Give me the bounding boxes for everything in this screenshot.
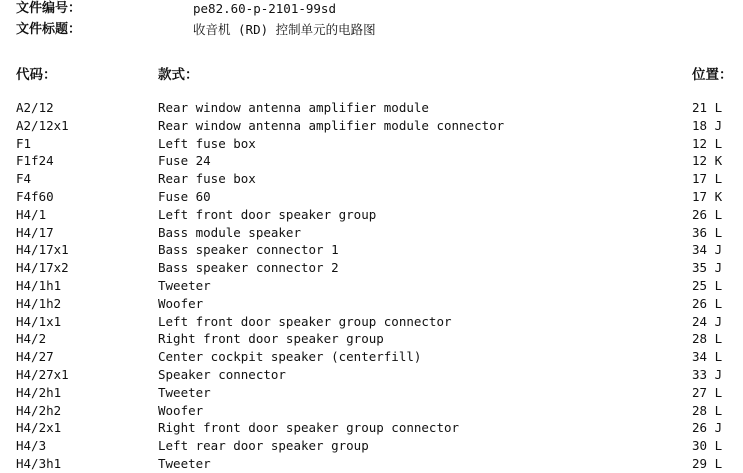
component-position: 27 L <box>692 384 723 400</box>
list-item <box>0 277 743 295</box>
component-position: 34 J <box>692 242 723 258</box>
list-item <box>0 152 743 170</box>
component-code: H4/2x1 <box>16 420 62 436</box>
component-position: 34 L <box>692 349 723 365</box>
list-item <box>0 259 743 277</box>
column-header-position: 位置： <box>692 67 733 83</box>
list-item <box>0 437 743 455</box>
component-code: H4/17x2 <box>16 260 69 276</box>
component-position: 28 L <box>692 402 723 418</box>
list-item <box>0 295 743 313</box>
list-item <box>0 330 743 348</box>
component-code: H4/17 <box>16 224 54 240</box>
component-position: 18 J <box>692 117 723 133</box>
component-position: 26 J <box>692 420 723 436</box>
component-code: H4/1h1 <box>16 277 62 293</box>
component-position: 21 L <box>692 100 723 115</box>
component-model: Left front door speaker group connector <box>158 313 452 329</box>
component-code: H4/3h1 <box>16 455 62 471</box>
component-position: 17 K <box>692 188 723 204</box>
doc-title-label: 文件标题： <box>16 22 82 37</box>
component-model: Fuse 24 <box>158 153 211 169</box>
component-position: 12 L <box>692 135 723 151</box>
component-position: 26 L <box>692 206 723 222</box>
list-item <box>0 99 743 117</box>
component-position: 33 J <box>692 366 723 382</box>
list-item <box>0 188 743 206</box>
list-item <box>0 455 743 473</box>
component-model: Bass module speaker <box>158 224 301 240</box>
component-position: 30 L <box>692 438 723 454</box>
list-item <box>0 206 743 224</box>
component-model: Fuse 60 <box>158 188 211 204</box>
doc-title-value: 收音机 (RD) 控制单元的电路图 <box>193 22 376 37</box>
component-code: H4/2h2 <box>16 402 62 418</box>
component-position: 12 K <box>692 153 723 169</box>
list-item <box>0 402 743 420</box>
component-position: 29 L <box>692 455 723 471</box>
component-code: H4/2 <box>16 331 47 347</box>
component-position: 36 L <box>692 224 723 240</box>
list-item <box>0 419 743 437</box>
component-model: Rear fuse box <box>158 171 256 187</box>
list-item <box>0 170 743 188</box>
list-item <box>0 366 743 384</box>
component-model: Woofer <box>158 402 204 418</box>
component-code: H4/1h2 <box>16 295 62 311</box>
list-item <box>0 313 743 331</box>
list-item <box>0 384 743 402</box>
component-model: Rear window antenna amplifier module <box>158 100 429 115</box>
component-position: 28 L <box>692 331 723 347</box>
component-code: H4/1x1 <box>16 313 62 329</box>
component-position: 17 L <box>692 171 723 187</box>
component-list <box>0 99 743 473</box>
component-code: A2/12x1 <box>16 117 69 133</box>
component-model: Woofer <box>158 295 204 311</box>
component-model: Right front door speaker group <box>158 331 384 347</box>
component-code: H4/1 <box>16 206 47 222</box>
list-item <box>0 224 743 242</box>
component-code: H4/2h1 <box>16 384 62 400</box>
component-code: H4/3 <box>16 438 47 454</box>
component-model: Right front door speaker group connector <box>158 420 460 436</box>
component-position: 25 L <box>692 277 723 293</box>
component-position: 24 J <box>692 313 723 329</box>
component-code: F1 <box>16 135 32 151</box>
component-model: Bass speaker connector 1 <box>158 242 339 258</box>
component-model: Tweeter <box>158 277 211 293</box>
component-code: F1f24 <box>16 153 54 169</box>
component-code: A2/12 <box>16 100 54 115</box>
doc-number-label: 文件编号： <box>16 1 82 16</box>
doc-number-value: pe82.60-p-2101-99sd <box>193 1 336 16</box>
component-model: Left front door speaker group <box>158 206 377 222</box>
column-header-code: 代码： <box>16 67 57 83</box>
component-code: F4f60 <box>16 188 54 204</box>
column-header-model: 款式： <box>158 67 199 83</box>
component-code: H4/27 <box>16 349 54 365</box>
component-model: Bass speaker connector 2 <box>158 260 339 276</box>
component-model: Tweeter <box>158 384 211 400</box>
component-model: Center cockpit speaker (centerfill) <box>158 349 422 365</box>
component-model: Tweeter <box>158 455 211 471</box>
component-model: Left rear door speaker group <box>158 438 369 454</box>
list-item <box>0 241 743 259</box>
component-model: Speaker connector <box>158 366 286 382</box>
list-item <box>0 135 743 153</box>
component-code: H4/17x1 <box>16 242 69 258</box>
component-model: Rear window antenna amplifier module connector <box>158 117 505 133</box>
list-item <box>0 348 743 366</box>
component-model: Left fuse box <box>158 135 256 151</box>
component-position: 26 L <box>692 295 723 311</box>
component-code: H4/27x1 <box>16 366 69 382</box>
list-item <box>0 117 743 135</box>
component-position: 35 J <box>692 260 723 276</box>
component-code: F4 <box>16 171 32 187</box>
